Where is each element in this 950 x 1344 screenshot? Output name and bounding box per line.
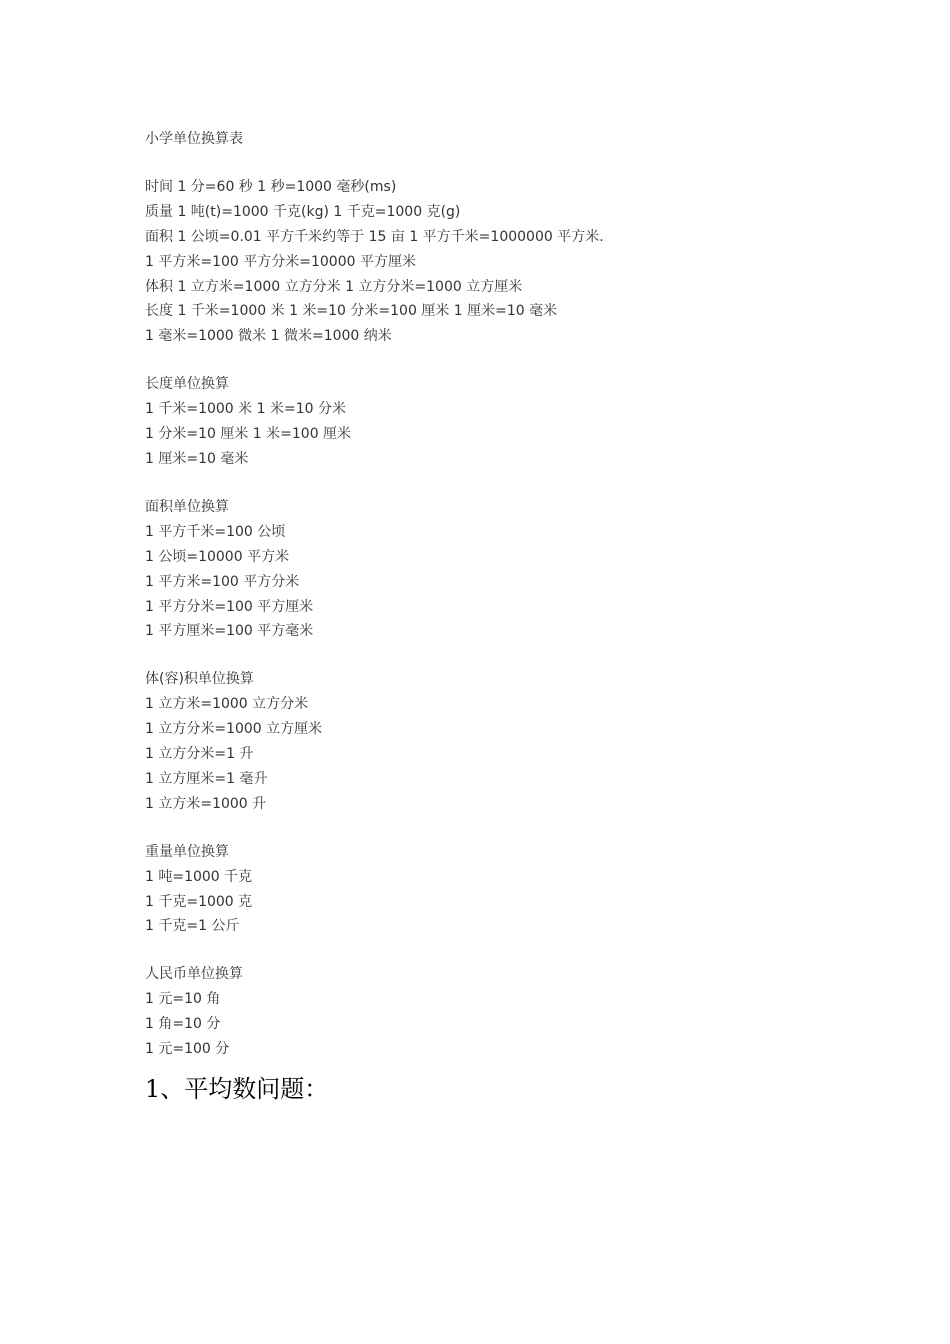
- conversion-line: 1 平方厘米=100 平方毫米: [145, 623, 314, 640]
- section-title: 体(容)积单位换算: [145, 671, 254, 688]
- conversion-line: 1 千克=1 公斤: [145, 918, 240, 935]
- section-title: 重量单位换算: [145, 843, 229, 860]
- section-weight: [145, 840, 885, 940]
- conversion-line: 1 立方分米=1000 立方厘米: [145, 721, 323, 738]
- summary-block: [145, 175, 885, 349]
- summary-line-area-2: 1 平方米=100 平方分米=10000 平方厘米: [145, 253, 416, 270]
- summary-line-time: 时间 1 分=60 秒 1 秒=1000 毫秒(ms): [145, 178, 397, 195]
- section-title: 面积单位换算: [145, 498, 229, 515]
- conversion-line: 1 平方千米=100 公顷: [145, 523, 286, 540]
- spacer: [145, 817, 885, 840]
- section-length: [145, 372, 885, 472]
- summary-line-volume: 体积 1 立方米=1000 立方分米 1 立方分米=1000 立方厘米: [145, 278, 523, 295]
- summary-line-area: 面积 1 公顷=0.01 平方千米约等于 15 亩 1 平方千米=1000000 平方米.: [145, 228, 604, 245]
- conversion-line: 1 立方厘米=1 毫升: [145, 770, 268, 787]
- conversion-line: 1 千米=1000 米 1 米=10 分米: [145, 401, 346, 418]
- spacer: [145, 644, 885, 667]
- conversion-line: 1 立方分米=1 升: [145, 746, 254, 763]
- conversion-line: 1 平方米=100 平方分米: [145, 573, 300, 590]
- section-volume: [145, 667, 885, 816]
- section-title: 长度单位换算: [145, 376, 229, 393]
- section-currency: [145, 962, 885, 1062]
- conversion-line: 1 平方分米=100 平方厘米: [145, 598, 314, 615]
- spacer: [145, 472, 885, 495]
- conversion-line: 1 吨=1000 千克: [145, 868, 253, 885]
- section-area: [145, 495, 885, 644]
- conversion-line: 1 厘米=10 毫米: [145, 450, 249, 467]
- document-title: 小学单位换算表: [145, 131, 243, 147]
- spacer: [145, 939, 885, 962]
- document-body: [145, 127, 885, 1106]
- summary-line-mass: 质量 1 吨(t)=1000 千克(kg) 1 千克=1000 克(g): [145, 203, 461, 220]
- conversion-line: 1 元=10 角: [145, 991, 221, 1008]
- section-title: 人民币单位换算: [145, 966, 243, 983]
- spacer: [145, 152, 885, 175]
- conversion-line: 1 公顷=10000 平方米: [145, 548, 290, 565]
- summary-line-length: 长度 1 千米=1000 米 1 米=10 分米=100 厘米 1 厘米=10 毫米: [145, 303, 558, 320]
- spacer: [145, 349, 885, 372]
- conversion-line: 1 立方米=1000 立方分米: [145, 696, 309, 713]
- conversion-line: 1 分米=10 厘米 1 米=100 厘米: [145, 426, 352, 443]
- conversion-line: 1 立方米=1000 升: [145, 795, 267, 812]
- conversion-line: 1 角=10 分: [145, 1016, 221, 1033]
- section-heading: 1、平均数问题：: [145, 1075, 329, 1103]
- conversion-line: 1 千克=1000 克: [145, 893, 253, 910]
- conversion-line: 1 元=100 分: [145, 1041, 230, 1058]
- summary-line-length-2: 1 毫米=1000 微米 1 微米=1000 纳米: [145, 328, 392, 345]
